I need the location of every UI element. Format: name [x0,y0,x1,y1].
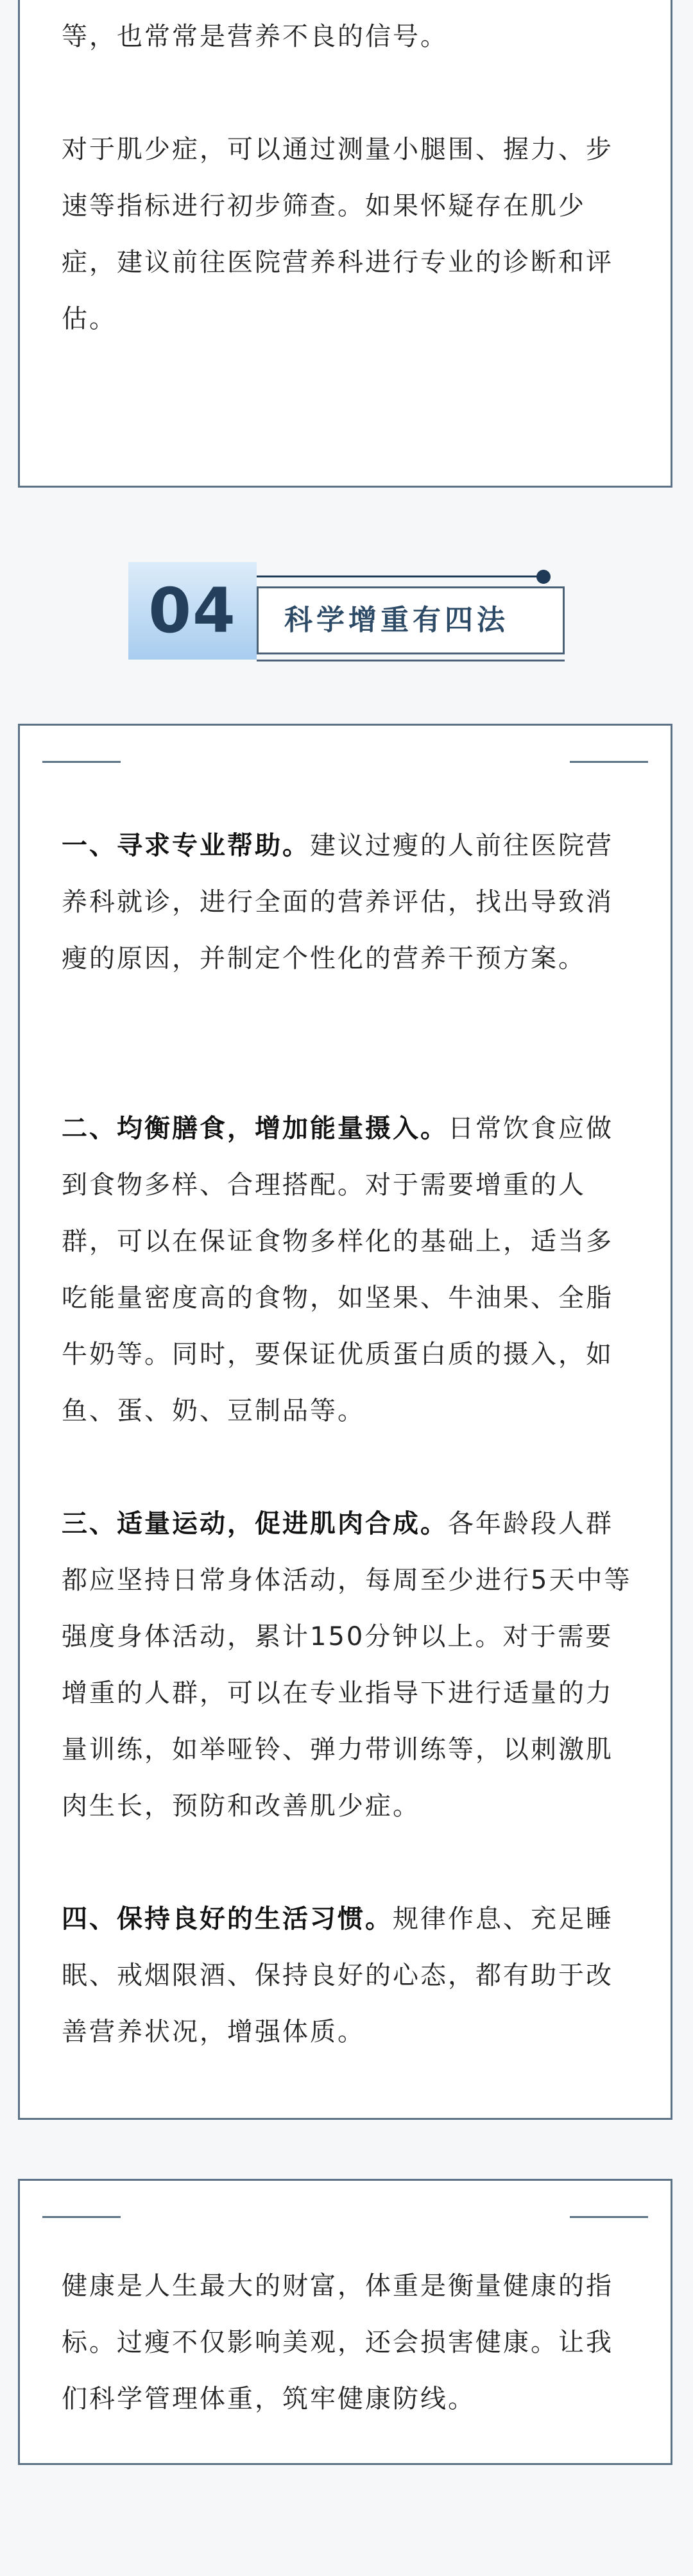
decorative-line-right [570,2216,648,2218]
list-item [62,817,639,987]
section-title-underline [257,660,565,661]
section-title: 科学增重有四法 [257,586,565,654]
list-item-text: 各年龄段人群都应坚持日常身体活动，每周至少进行5天中等强度身体活动，累计150分钟以上。对于需要增重的人群，可以在专业指导下进行适量的力量训练，如举哑铃、弹力带训练等，以刺激肌肉生长，预防和改善肌少症。 [62,1509,632,1821]
list-item-lead: 四、保持良好的生活习惯。 [62,1904,393,1934]
content-card-2 [18,724,672,2120]
decorative-line-left [42,761,121,763]
content-card-1 [18,0,672,488]
section-number: 04 [148,575,237,647]
list-item-lead: 三、适量运动，促进肌肉合成。 [62,1509,448,1539]
list-item [62,1496,639,1834]
section-heading [128,557,578,660]
list-item-lead: 二、均衡膳食，增加能量摄入。 [62,1114,448,1143]
decorative-line-right [570,761,648,763]
decorative-line-left [42,2216,121,2218]
heading-connector-dot [536,570,551,584]
list-item-text: 日常饮食应做到食物多样、合理搭配。对于需要增重的人群，可以在保证食物多样化的基础上，适当多吃能量密度高的食物，如坚果、牛油果、全脂牛奶等。同时，要保证优质蛋白质的摄入，如鱼、蛋、奶、豆制品等。 [62,1114,613,1426]
list-item-lead: 一、寻求专业帮助。 [62,831,310,860]
paragraph-conclusion: 健康是人生最大的财富，体重是衡量健康的指标。过瘦不仅影响美观，还会损害健康。让我们科学管理体重，筑牢健康防线。 [62,2271,613,2414]
heading-connector-line [257,576,543,577]
paragraph-sarcopenia-screening: 对于肌少症，可以通过测量小腿围、握力、步速等指标进行初步筛查。如果怀疑存在肌少症，建议前往医院营养科进行专业的诊断和评估。 [62,135,613,334]
list-item [62,1100,639,1439]
list-item-text: 建议过瘦的人前往医院营养科就诊，进行全面的营养评估，找出导致消瘦的原因，并制定个性化的营养干预方案。 [62,831,613,973]
paragraph-malnutrition-signal: 等，也常常是营养不良的信号。 [62,22,448,51]
list-item [62,1891,639,2060]
content-card-3 [18,2179,672,2465]
list-item-text: 规律作息、充足睡眠、戒烟限酒、保持良好的心态，都有助于改善营养状况，增强体质。 [62,1904,613,2047]
